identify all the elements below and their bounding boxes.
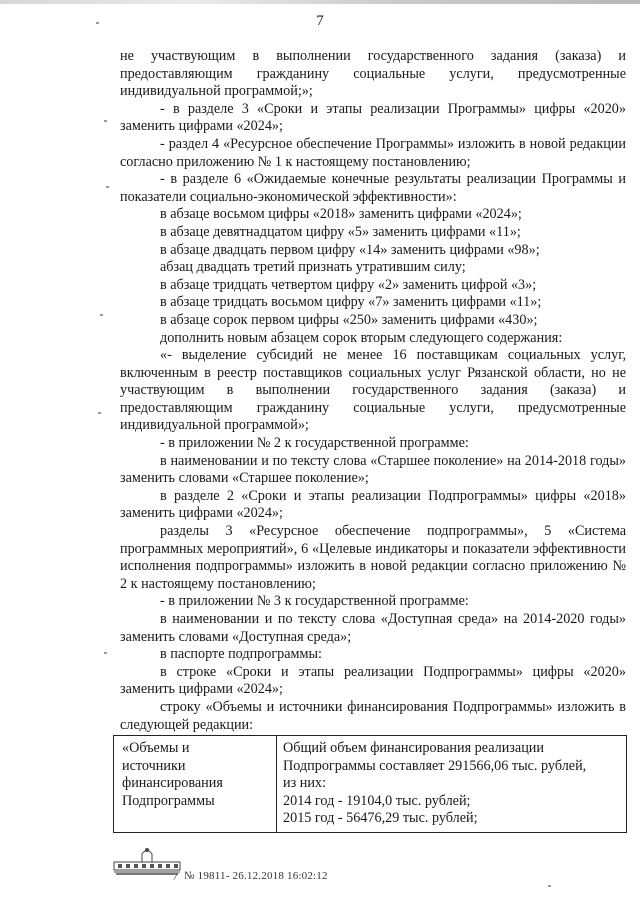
emblem-logo: [112, 842, 182, 876]
paragraph-p4: - в разделе 6 «Ожидаемые конечные результаты реализации Программы и показатели социально-экономической эффективности»:: [120, 171, 626, 205]
paragraph-p1: не участвующим в выполнении государственного задания (заказа) и предоставляющим гражданину социальные услуги, предусмотренные индивидуальной программой;»;: [120, 48, 626, 100]
paragraph-p22: строку «Объемы и источники финансирования Подпрограммы» изложить в следующей редакции:: [120, 698, 626, 733]
paragraph-p6: в абзаце девятнадцатом цифру «5» заменить цифрами «11»;: [160, 223, 521, 240]
paragraph-p16: в разделе 2 «Сроки и этапы реализации Подпрограммы» цифры «2018» заменить цифрами «2024»;: [120, 487, 626, 522]
paragraph-p14: - в приложении № 2 к государственной программе:: [160, 435, 469, 452]
scan-speck: [96, 22, 99, 24]
paragraph-p20: в паспорте подпрограммы:: [160, 646, 322, 663]
table-cell-label: [114, 736, 277, 833]
scan-edge: [0, 0, 640, 4]
scan-speck: [548, 885, 551, 887]
table-cell-value: [277, 736, 627, 833]
page-number: 7: [316, 13, 324, 29]
paragraph-p19: в наименовании и по тексту слова «Доступная среда» на 2014-2020 годы» заменить словами «Доступная среда»;: [120, 611, 626, 645]
document-body: [120, 48, 626, 734]
paragraph-p12: дополнить новым абзацем сорок вторым следующего содержания:: [160, 329, 563, 346]
paragraph-p2: - в разделе 3 «Сроки и этапы реализации Программы» цифры «2020» заменить цифрами «2024»;: [120, 100, 626, 135]
scan-speck: [100, 314, 103, 316]
paragraph-p10: в абзаце тридцать восьмом цифру «7» заменить цифрами «11»;: [160, 294, 542, 311]
financing-table: [113, 735, 627, 833]
table-value-line: из них:: [283, 775, 326, 792]
table-label-line: источники: [122, 757, 186, 774]
scan-speck: [104, 652, 107, 654]
table-value-line: 2015 год - 56476,29 тыс. рублей;: [283, 810, 478, 827]
stamp-glyph: /: [174, 871, 178, 883]
registration-stamp: № 19811- 26.12.2018 16:02:12: [184, 870, 328, 882]
paragraph-p3: - раздел 4 «Ресурсное обеспечение Программы» изложить в новой редакции согласно приложению № 1 к настоящему постановлению;: [120, 135, 626, 170]
paragraph-p21: в строке «Сроки и этапы реализации Подпрограммы» цифры «2020» заменить цифрами «2024»;: [120, 663, 626, 698]
paragraph-p5: в абзаце восьмом цифры «2018» заменить цифрами «2024»;: [160, 206, 522, 223]
table-label-line: «Объемы и: [122, 740, 190, 756]
table-value-line: Подпрограммы составляет 291566,06 тыс. рублей,: [283, 757, 587, 774]
paragraph-p9: в абзаце тридцать четвертом цифру «2» заменить цифрой «3»;: [160, 276, 537, 293]
paragraph-p13: «- выделение субсидий не менее 16 поставщикам социальных услуг, включенным в реестр поставщиков социальных услуг Рязанской области, но не участвующим в выполнении государственного задания (заказа) и предоставляющим гражданину социальные услуги, предусмотренные индивидуальной программой»;: [120, 347, 626, 434]
table-label-line: Подпрограммы: [122, 792, 215, 809]
table-value-line: 2014 год - 19104,0 тыс. рублей;: [283, 792, 471, 809]
table-row: [114, 736, 627, 833]
scan-speck: [106, 186, 109, 188]
paragraph-p7: в абзаце двадцать первом цифру «14» заменить цифрами «98»;: [160, 241, 540, 258]
scan-speck: [104, 120, 107, 122]
table-value-line: Общий объем финансирования реализации: [283, 740, 544, 756]
paragraph-p18: - в приложении № 3 к государственной программе:: [160, 593, 469, 610]
paragraph-p15: в наименовании и по тексту слова «Старшее поколение» на 2014-2018 годы» заменить словами «Старшее поколение»;: [120, 452, 626, 487]
paragraph-p17: разделы 3 «Ресурсное обеспечение подпрограммы», 5 «Система программных мероприятий», 6 «Целевые индикаторы и показатели эффективности исполнения подпрограммы» изложить в новой редакции согласно приложению № 2 к настоящему постановлению;: [120, 523, 626, 592]
scan-speck: [98, 412, 101, 414]
paragraph-p8: абзац двадцать третий признать утратившим силу;: [160, 259, 466, 276]
paragraph-p11: в абзаце сорок первом цифры «250» заменить цифрами «430»;: [160, 311, 538, 328]
table-label-line: финансирования: [122, 775, 223, 792]
